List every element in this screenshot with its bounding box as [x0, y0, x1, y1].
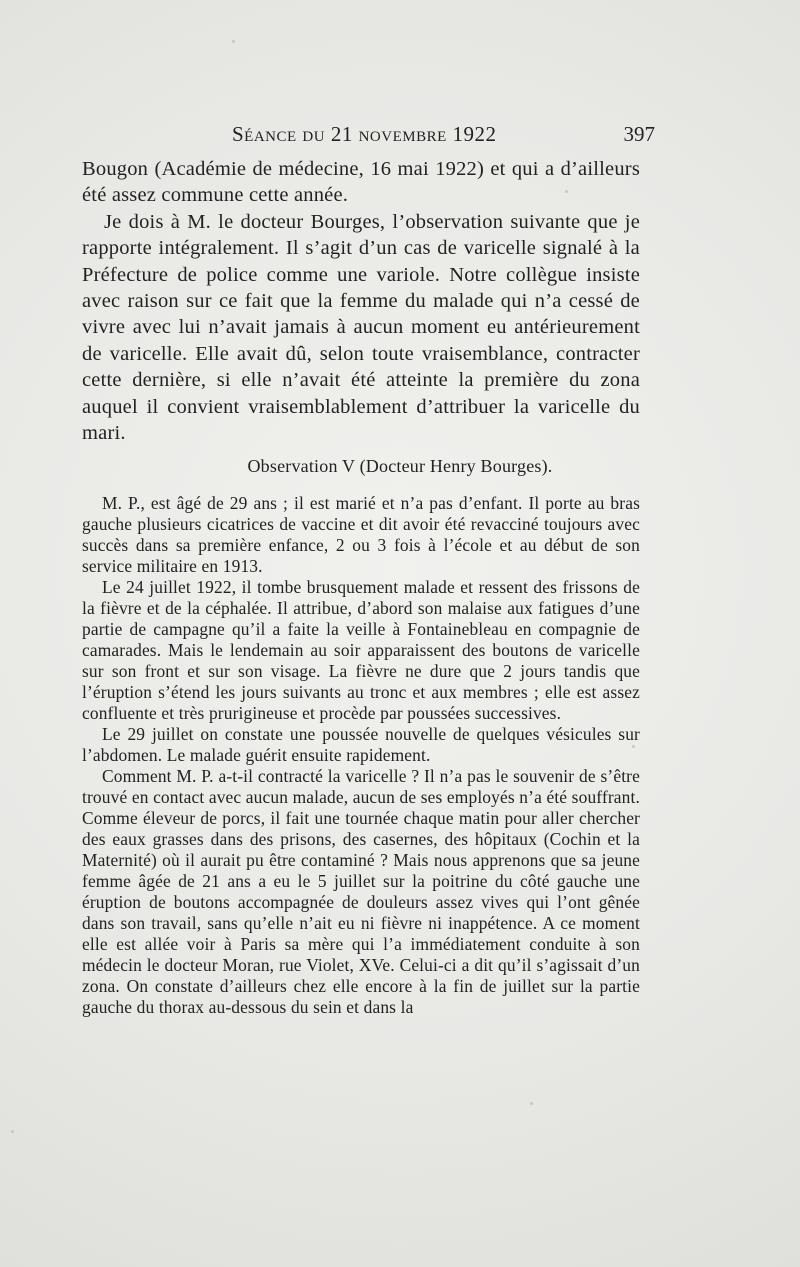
paper-speck	[232, 40, 235, 43]
observation-text	[82, 493, 640, 1018]
main-paragraph-1: Bougon (Académie de médecine, 16 mai 1922) et qui a d’ailleurs été assez commune cette année.	[82, 158, 640, 207]
main-text	[82, 156, 640, 446]
page-number: 397	[623, 122, 655, 146]
observation-paragraph-1: M. P., est âgé de 29 ans ; il est marié et n’a pas d’enfant. Il porte au bras gauche plusieurs cicatrices de vaccine et dit avoir été revacciné toujours avec succès dans sa première enfance, 2 ou 3 fois à l’école et au début de son service militaire en 1913.	[82, 493, 640, 576]
observation-paragraph-2: Le 24 juillet 1922, il tombe brusquement malade et ressent des frissons de la fièvre et de la céphalée. Il attribue, d’abord son malaise aux fatigues d’une partie de campagne qu’il a faite la veille à Fontainebleau en compagnie de camarades. Mais le lendemain au soir apparaissent des boutons de varicelle sur son front et sur son visage. La fièvre ne dure que 2 jours tandis que l’éruption s’étend les jours suivants au tronc et aux membres ; elle est assez confluente et très prurigineuse et procède par poussées successives.	[82, 577, 640, 723]
running-title-month: novembre	[358, 122, 447, 146]
paper-speck	[11, 1130, 14, 1133]
running-head	[0, 122, 800, 152]
observation-heading: Observation V (Docteur Henry Bourges).	[247, 456, 553, 476]
paper-speck	[565, 190, 568, 193]
running-title-prefix: Séance du	[232, 122, 326, 146]
running-title-day: 21	[330, 122, 353, 146]
observation-paragraph-3: Le 29 juillet on constate une poussée nouvelle de quelques vésicules sur l’abdomen. Le malade guérit ensuite rapidement.	[82, 724, 640, 765]
main-paragraph-2: Je dois à M. le docteur Bourges, l’observation suivante que je rapporte intégralement. Il s’agit d’un cas de varicelle signalé à la Préfecture de police comme une variole. Notre collègue insiste avec raison sur ce fait que la femme du malade qui n’a cessé de vivre avec lui n’avait jamais à aucun moment eu antérieurement de varicelle. Elle avait dû, selon toute vraisemblance, contracter cette dernière, si elle n’avait été atteinte la première du zona auquel il convient vraisemblablement d’attribuer la varicelle du mari.	[82, 210, 640, 445]
running-title	[232, 122, 497, 147]
running-title-year: 1922	[452, 122, 497, 146]
observation-paragraph-4: Comment M. P. a-t-il contracté la varicelle ? Il n’a pas le souvenir de s’être trouvé en contact avec aucun malade, aucun de ses employés n’a été souffrant. Comme éleveur de porcs, il fait une tournée chaque matin pour aller chercher des eaux grasses dans des prisons, des casernes, des hôpitaux (Cochin et la Maternité) où il aurait pu être contaminé ? Mais nous apprenons que sa jeune femme âgée de 21 ans a eu le 5 juillet sur la poitrine du côté gauche une éruption de boutons accompagnée de douleurs assez vives qui l’ont gênée dans son travail, sans qu’elle n’ait eu ni fièvre ni inappétence. A ce moment elle est allée voir à Paris sa mère qui l’a immédiatement conduite à son médecin le docteur Moran, rue Violet, XVe. Celui-ci a dit qu’il s’agissait d’un zona. On constate d’ailleurs chez elle encore à la fin de juillet sur la partie gauche du thorax au-dessous du sein et dans la	[82, 766, 640, 1017]
paper-speck	[530, 1102, 533, 1105]
paper-speck	[632, 745, 635, 748]
